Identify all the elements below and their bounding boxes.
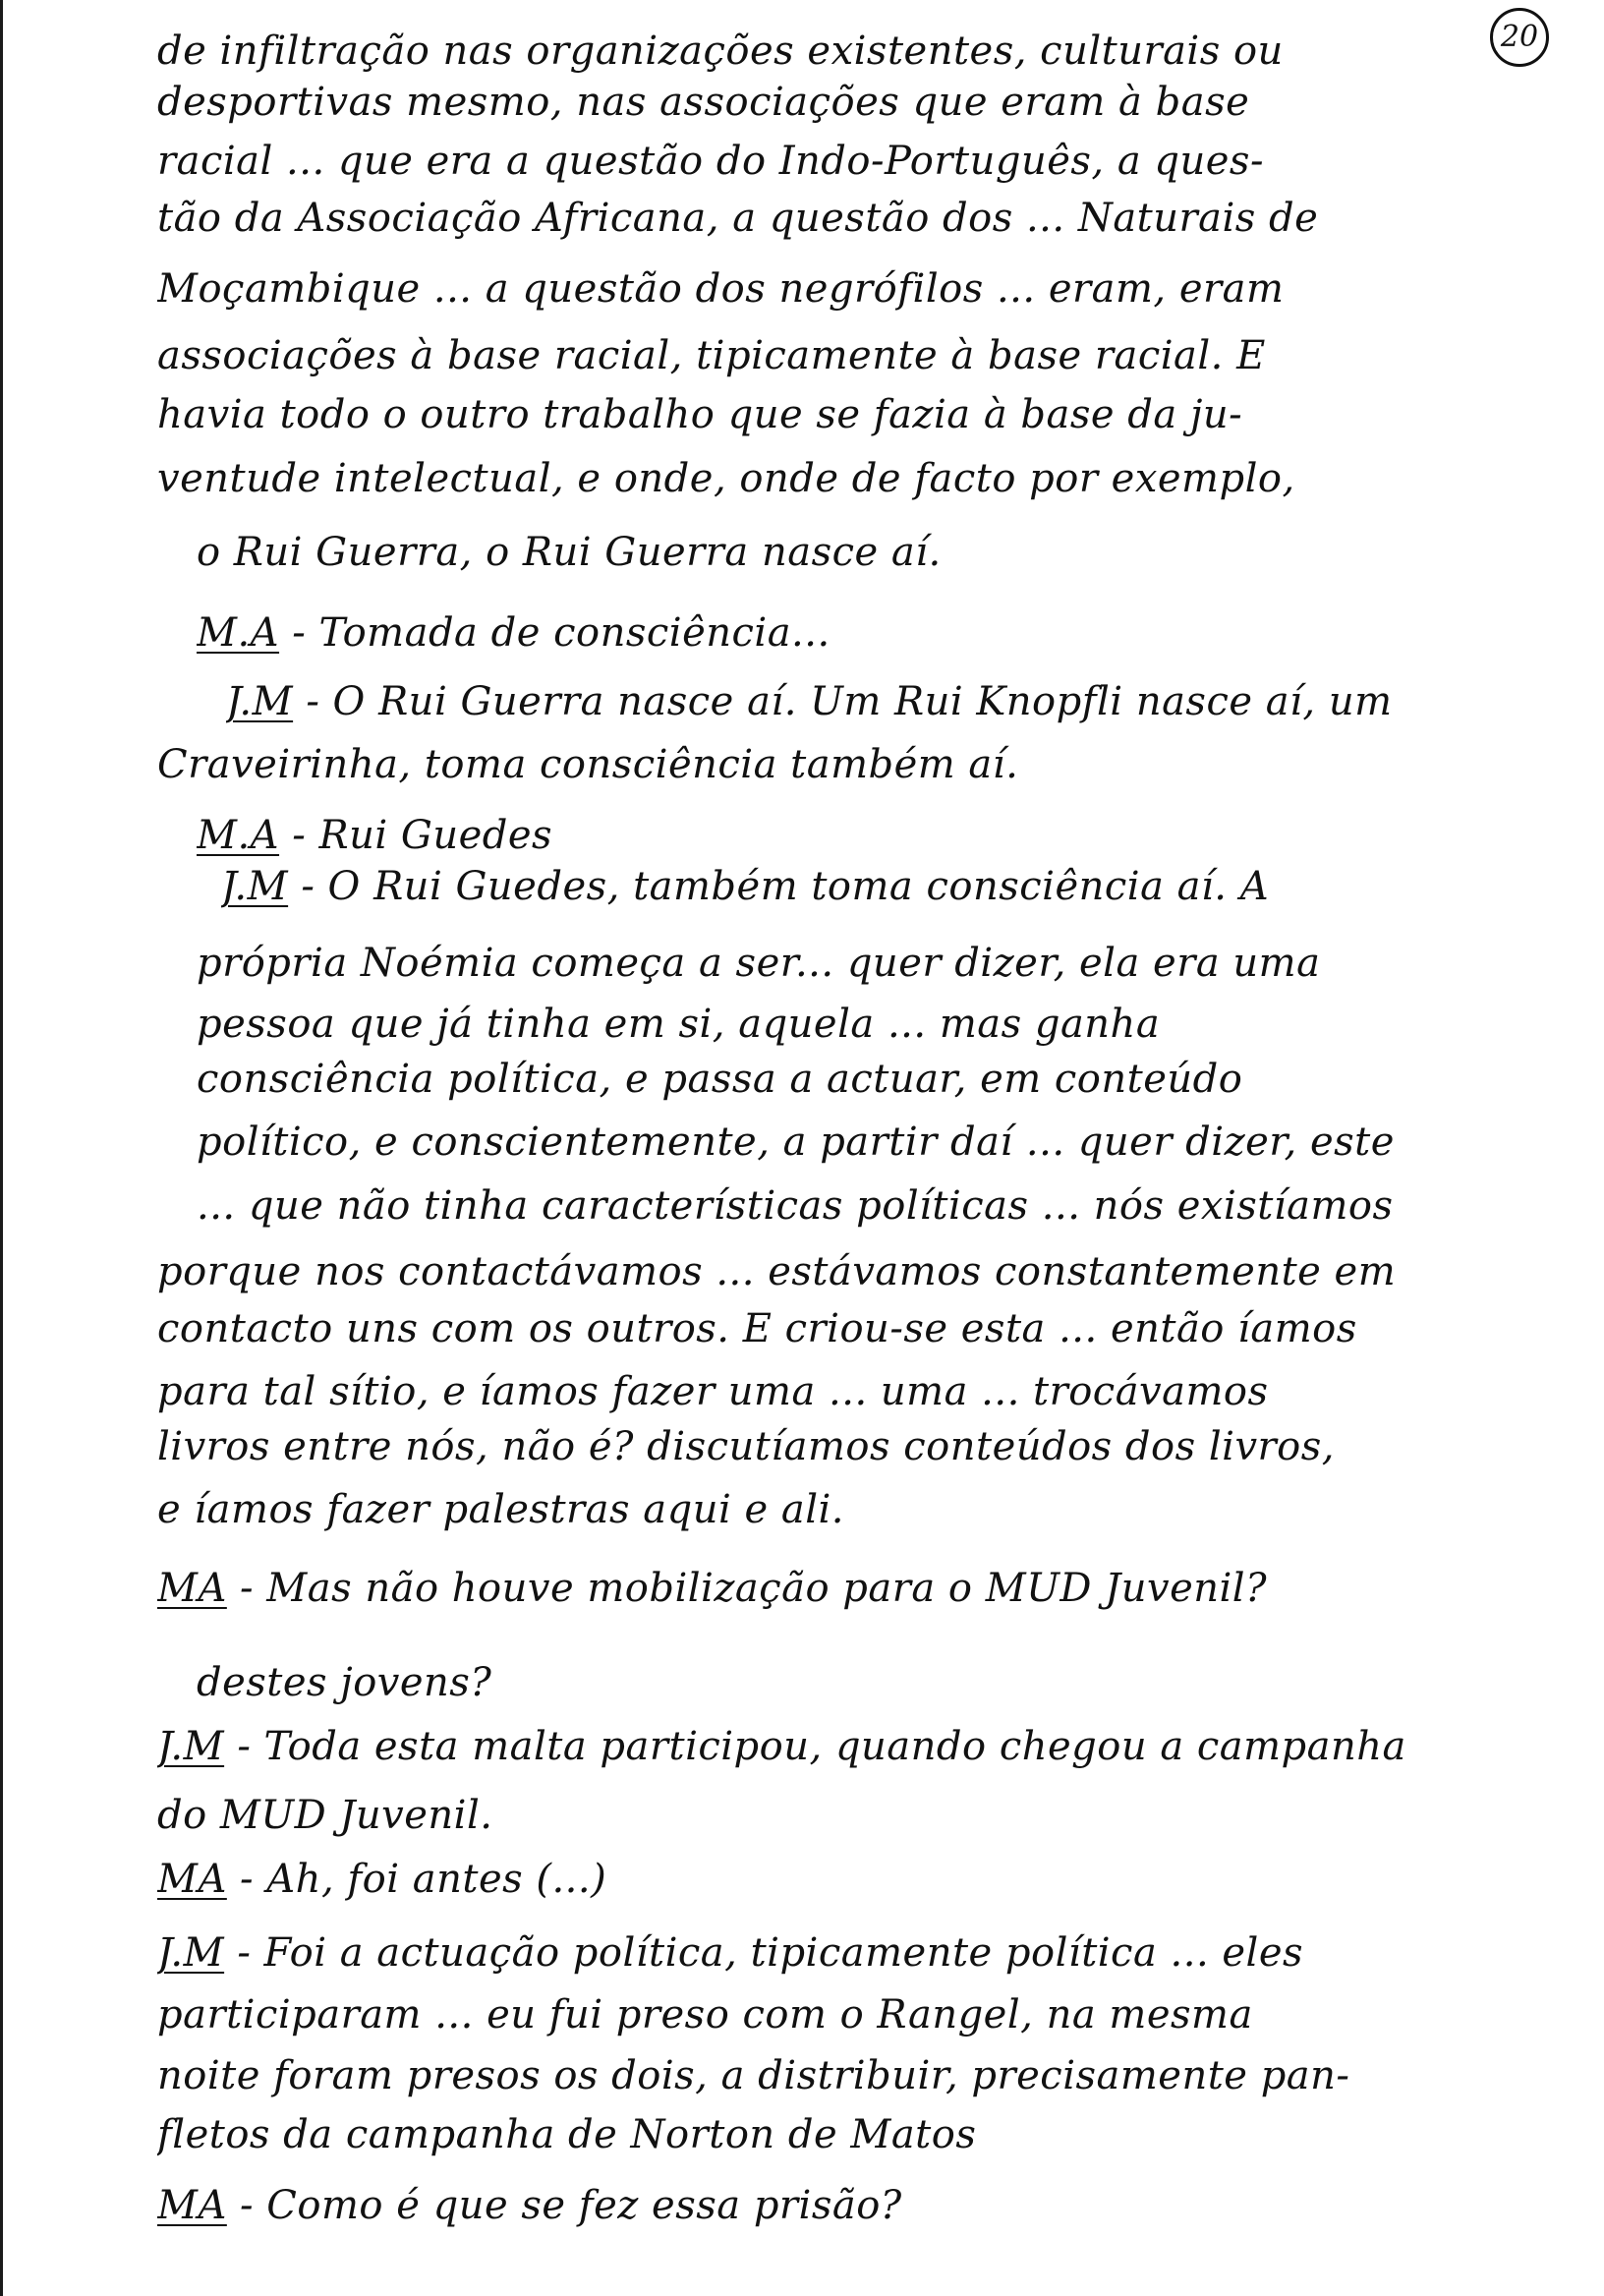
manuscript-line — [157, 733, 1573, 796]
manuscript-line — [157, 383, 1573, 446]
line-text: político, e conscientemente, a partir daí ... quer dizer, este — [197, 1119, 1395, 1165]
line-text: - Foi a actuação política, tipicamente política ... eles — [224, 1930, 1304, 1976]
manuscript-line — [157, 258, 1573, 320]
line-text: - Tomada de consciência... — [279, 610, 831, 656]
speaker-label: MA — [157, 1857, 227, 1902]
line-text: ... que não tinha características políticas ... nós existíamos — [197, 1183, 1394, 1229]
page-number: 20 — [1500, 20, 1539, 54]
speaker-label: M.A — [197, 813, 280, 858]
speaker-label: J.M — [221, 864, 289, 909]
line-text: contacto uns com os outros. E criou-se esta ... então íamos — [157, 1306, 1357, 1351]
line-text: de infiltração nas organizações existentes, culturais ou — [157, 29, 1284, 74]
manuscript-line — [157, 1557, 1573, 1620]
manuscript-line — [157, 1848, 1573, 1911]
manuscript-line — [157, 1784, 1573, 1847]
line-text: - Toda esta malta participou, quando chegou a campanha — [224, 1724, 1406, 1769]
manuscript-line — [157, 1415, 1573, 1478]
line-text: ventude intelectual, e onde, onde de facto por exemplo, — [157, 456, 1295, 501]
manuscript-line — [197, 1048, 1604, 1111]
speaker-label: M.A — [197, 610, 280, 656]
manuscript-line — [157, 324, 1573, 387]
manuscript-line — [157, 447, 1573, 510]
speaker-label: J.M — [157, 1724, 225, 1769]
manuscript-line — [197, 1175, 1604, 1237]
line-text: fletos da campanha de Norton de Matos — [157, 2112, 977, 2157]
manuscript-line — [197, 521, 1604, 584]
line-text: do MUD Juvenil. — [157, 1793, 493, 1838]
line-text: - Ah, foi antes (...) — [226, 1857, 607, 1902]
line-text: pessoa que já tinha em si, aquela ... mas ganha — [197, 1002, 1161, 1047]
manuscript-line — [197, 1651, 1604, 1714]
speaker-label: MA — [157, 1566, 227, 1611]
line-text: - O Rui Guerra nasce aí. Um Rui Knopfli nasce aí, um — [293, 679, 1393, 724]
line-text: consciência política, e passa a actuar, em conteúdo — [197, 1057, 1243, 1102]
manuscript-line — [197, 602, 1604, 664]
line-text: racial ... que era a questão do Indo-Português, a ques- — [157, 139, 1264, 184]
line-text: própria Noémia começa a ser... quer dizer, ela era uma — [197, 941, 1321, 986]
manuscript-line — [157, 2174, 1573, 2237]
manuscript-line — [157, 2103, 1573, 2166]
line-text: noite foram presos os dois, a distribuir, precisamente pan- — [157, 2053, 1350, 2098]
speaker-label: MA — [157, 2183, 227, 2228]
manuscript-line — [226, 670, 1604, 733]
manuscript-line — [157, 1922, 1573, 1984]
line-text: e íamos fazer palestras aqui e ali. — [157, 1487, 845, 1532]
line-text: Craveirinha, toma consciência também aí. — [157, 742, 1019, 787]
line-text: - Como é que se fez essa prisão? — [226, 2183, 902, 2228]
manuscript-line — [221, 855, 1604, 918]
line-text: participaram ... eu fui preso com o Rangel, na mesma — [157, 1992, 1253, 2038]
manuscript-line — [157, 1297, 1573, 1360]
line-text: associações à base racial, tipicamente à base racial. E — [157, 333, 1266, 378]
manuscript-line — [157, 1478, 1573, 1541]
line-text: - Mas não houve mobilização para o MUD Juvenil? — [226, 1566, 1268, 1611]
manuscript-line — [197, 1111, 1604, 1174]
line-text: porque nos contactávamos ... estávamos constantemente em — [157, 1249, 1397, 1294]
manuscript-line — [157, 1715, 1573, 1778]
manuscript-line — [157, 1360, 1573, 1423]
line-text: havia todo o outro trabalho que se fazia à base da ju- — [157, 392, 1243, 437]
manuscript-line — [157, 1240, 1573, 1303]
manuscript-line — [157, 130, 1573, 193]
line-text: tão da Associação Africana, a questão dos ... Naturais de — [157, 196, 1319, 241]
manuscript-line — [197, 932, 1604, 995]
line-text: para tal sítio, e íamos fazer uma ... uma ... trocávamos — [157, 1369, 1269, 1414]
line-text: - Rui Guedes — [279, 813, 553, 858]
line-text: - O Rui Guedes, também toma consciência aí. A — [288, 864, 1270, 909]
line-text: desportivas mesmo, nas associações que eram à base — [157, 80, 1250, 125]
speaker-label: J.M — [157, 1930, 225, 1976]
line-text: o Rui Guerra, o Rui Guerra nasce aí. — [197, 530, 942, 575]
manuscript-line — [157, 2044, 1573, 2107]
speaker-label: J.M — [226, 679, 294, 724]
manuscript-line — [157, 1983, 1573, 2046]
line-text: destes jovens? — [197, 1660, 492, 1705]
line-text: livros entre nós, não é? discutíamos conteúdos dos livros, — [157, 1424, 1335, 1469]
line-text: Moçambique ... a questão dos negrófilos ... eram, eram — [157, 266, 1285, 312]
manuscript-line — [157, 187, 1573, 250]
manuscript-line — [197, 993, 1604, 1056]
scan-edge — [0, 0, 3, 2296]
manuscript-line — [157, 71, 1573, 134]
